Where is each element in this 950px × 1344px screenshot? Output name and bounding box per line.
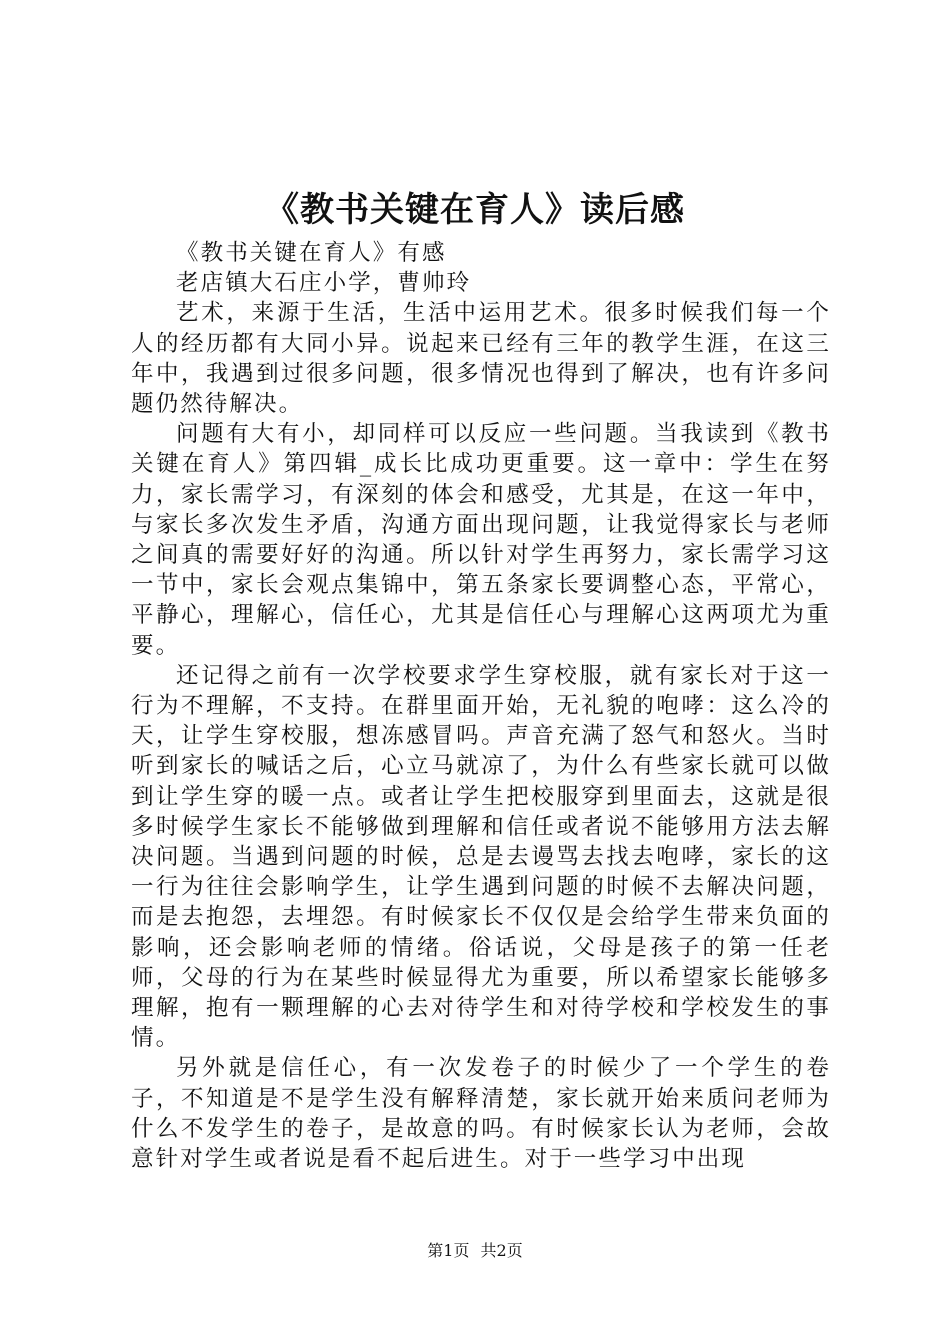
document-title: 《教书关键在育人》读后感	[265, 190, 685, 230]
page-number: 第1页	[427, 1241, 470, 1260]
page-footer	[0, 1240, 950, 1262]
paragraph: 还记得之前有一次学校要求学生穿校服，就有家长对于这一行为不理解，不支持。在群里面开始，无礼貌的咆哮：这么冷的天，让学生穿校服，想冻感冒吗。声音充满了怒气和怒火。当时听到家长的喊话之后，心立马就凉了，为什么有些家长就可以做到让学生穿的暖一点。或者让学生把校服穿到里面去，这就是很多时候学生家长不能够做到理解和信任或者说不能够用方法去解决问题。当遇到问题的时候，总是去谩骂去找去咆哮，家长的这一行为往往会影响学生，让学生遇到问题的时候不去解决问题，而是去抱怨，去埋怨。有时候家长不仅仅是会给学生带来负面的影响，还会影响老师的情绪。俗话说，父母是孩子的第一任老师，父母的行为在某些时候显得尤为重要，所以希望家长能够多理解，抱有一颗理解的心去对待学生和对待学校和学校发生的事情。	[131, 662, 831, 1052]
author-line: 老店镇大石庄小学，曹帅玲	[176, 270, 472, 297]
paragraph: 另外就是信任心，有一次发卷子的时候少了一个学生的卷子，不知道是不是学生没有解释清楚，家长就开始来质问老师为什么不发学生的卷子，是故意的吗。有时候家长认为老师，会故意针对学生或者说是看不起后进生。对于一些学习中出现	[131, 1055, 831, 1173]
paragraph: 问题有大有小，却同样可以反应一些问题。当我读到《教书关键在育人》第四辑_成长比成功更重要。这一章中：学生在努力，家长需学习，有深刻的体会和感受，尤其是，在这一年中，与家长多次发生矛盾，沟通方面出现问题，让我觉得家长与老师之间真的需要好好的沟通。所以针对学生再努力，家长需学习这一节中，家长会观点集锦中，第五条家长要调整心态，平常心，平静心，理解心，信任心，尤其是信任心与理解心这两项尤为重要。	[131, 421, 831, 659]
page-total: 共2页	[480, 1241, 523, 1260]
paragraph: 艺术，来源于生活，生活中运用艺术。很多时候我们每一个人的经历都有大同小异。说起来已经有三年的教学生涯，在这三年中，我遇到过很多问题，很多情况也得到了解决，也有许多问题仍然待解决。	[131, 300, 831, 418]
document-body	[131, 238, 831, 1174]
subtitle: 《教书关键在育人》有感	[176, 240, 447, 266]
